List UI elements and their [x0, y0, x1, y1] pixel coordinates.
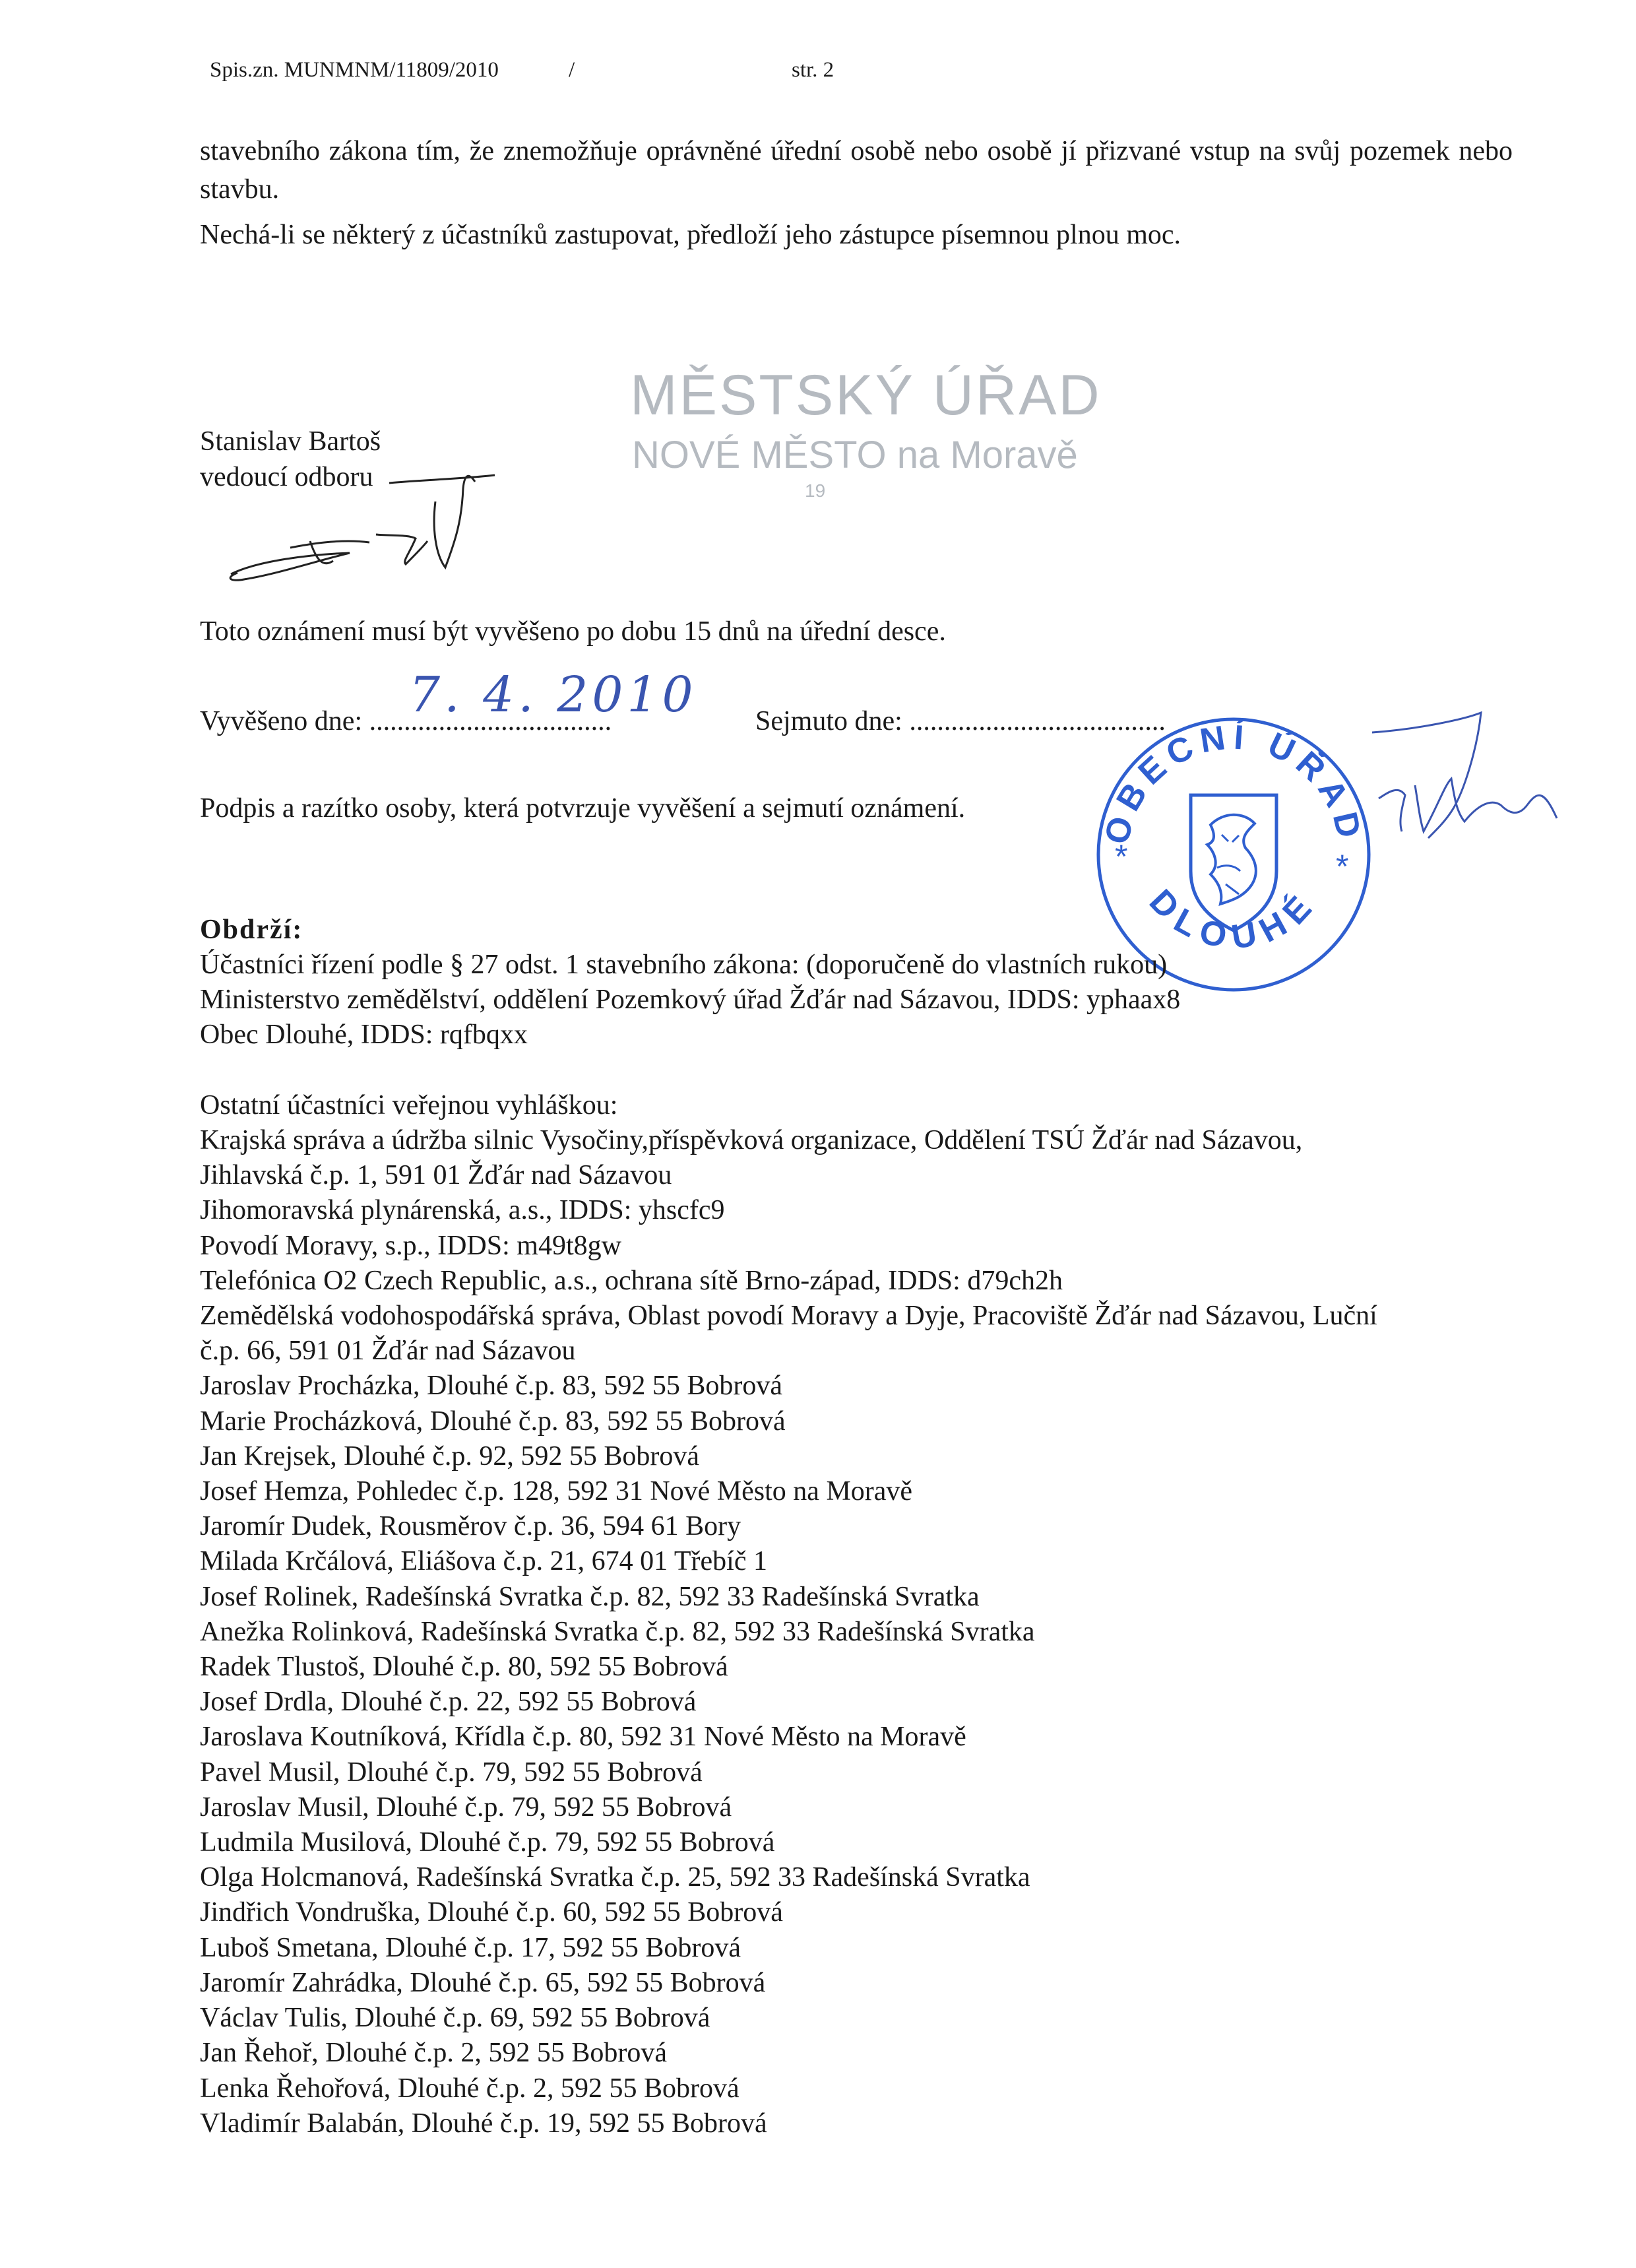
recipient-line: Účastníci řízení podle § 27 odst. 1 stavebního zákona: (doporučeně do vlastních rukou) [200, 950, 1168, 980]
recipient-line: Pavel Musil, Dlouhé č.p. 79, 592 55 Bobrová [200, 1757, 703, 1788]
posted-date-handwritten: 7. 4. 2010 [409, 666, 697, 723]
signatory-name: Stanislav Bartoš [200, 426, 381, 457]
recipient-line: Jindřich Vondruška, Dlouhé č.p. 60, 592 55 Bobrová [200, 1897, 783, 1928]
recipient-line: Jan Krejsek, Dlouhé č.p. 92, 592 55 Bobrová [200, 1441, 700, 1472]
recipient-line: Milada Krčálová, Eliášova č.p. 21, 674 01 Třebíč 1 [200, 1546, 767, 1577]
recipient-line: Ministerstvo zemědělství, oddělení Pozemkový úřad Žďár nad Sázavou, IDDS: yphaax8 [200, 985, 1181, 1016]
posting-signature-icon [1359, 706, 1583, 864]
recipients-list [200, 948, 1552, 2141]
recipient-line: Jaromír Dudek, Rousměrov č.p. 36, 594 61 Bory [200, 1511, 741, 1542]
recipient-line: Jaroslav Procházka, Dlouhé č.p. 83, 592 55 Bobrová [200, 1371, 782, 1402]
removed-label: Sejmuto dne: ..................................... [755, 706, 1166, 736]
recipient-line: Luboš Smetana, Dlouhé č.p. 17, 592 55 Bobrová [200, 1932, 741, 1963]
header-slash: / [569, 58, 575, 82]
recipient-line: Josef Hemza, Pohledec č.p. 128, 592 31 Nové Město na Moravě [200, 1476, 913, 1507]
recipient-line: Olga Holcmanová, Radešínská Svratka č.p. 25, 592 33 Radešínská Svratka [200, 1862, 1030, 1893]
recipient-line: Vladimír Balabán, Dlouhé č.p. 19, 592 55 Bobrová [200, 2108, 767, 2139]
recipient-line: Jaroslav Musil, Dlouhé č.p. 79, 592 55 Bobrová [200, 1792, 732, 1823]
recipient-line: Marie Procházková, Dlouhé č.p. 83, 592 55 Bobrová [200, 1406, 786, 1437]
recipient-line: Jihomoravská plynárenská, a.s., IDDS: yhscfc9 [200, 1195, 725, 1226]
recipient-line: Ostatní účastníci veřejnou vyhláškou: [200, 1089, 618, 1120]
paragraph-1: stavebního zákona tím, že znemožňuje oprávněné úřední osobě nebo osobě jí přizvané vstup na svůj pozemek nebo stavbu. [200, 136, 1513, 205]
recipient-line: Ludmila Musilová, Dlouhé č.p. 79, 592 55 Bobrová [200, 1827, 775, 1858]
posting-signature-note: Podpis a razítko osoby, která potvrzuje vyvěšení a sejmutí oznámení. [200, 793, 966, 824]
recipient-line: Anežka Rolinková, Radešínská Svratka č.p. 82, 592 33 Radešínská Svratka [200, 1616, 1035, 1647]
recipient-line: Krajská správa a údržba silnic Vysočiny,příspěvková organizace, Oddělení TSÚ Žďár nad Sázavou, [200, 1125, 1303, 1156]
signatory-title: vedoucí odboru [200, 462, 373, 492]
recipient-line: Obec Dlouhé, IDDS: rqfbqxx [200, 1020, 528, 1051]
recipient-line: č.p. 66, 591 01 Žďár nad Sázavou [200, 1336, 576, 1367]
round-stamp-star-right: * [1336, 848, 1349, 885]
recipient-line: Radek Tlustoš, Dlouhé č.p. 80, 592 55 Bobrová [200, 1652, 728, 1683]
recipient-line: Josef Drdla, Dlouhé č.p. 22, 592 55 Bobrová [200, 1687, 697, 1718]
recipient-line: Jan Řehoř, Dlouhé č.p. 2, 592 55 Bobrová [200, 2038, 668, 2069]
office-stamp-line1: MĚSTSKÝ ÚŘAD [630, 364, 1102, 427]
recipient-line: Telefónica O2 Czech Republic, a.s., ochrana sítě Brno-západ, IDDS: d79ch2h [200, 1265, 1063, 1296]
recipient-line: Jaroslava Koutníková, Křídla č.p. 80, 592 31 Nové Město na Moravě [200, 1722, 966, 1753]
recipient-line: Jihlavská č.p. 1, 591 01 Žďár nad Sázavou [200, 1160, 672, 1191]
recipients-heading: Obdrží: [200, 915, 303, 945]
recipient-line: Jaromír Zahrádka, Dlouhé č.p. 65, 592 55 Bobrová [200, 1967, 766, 1998]
file-reference: Spis.zn. MUNMNM/11809/2010 [210, 58, 499, 82]
round-stamp-star-left: * [1115, 838, 1128, 875]
posted-label: Vyvěšeno dne: ................................... [200, 706, 612, 736]
recipient-line: Lenka Řehořová, Dlouhé č.p. 2, 592 55 Bobrová [200, 2073, 739, 2104]
round-stamp-top-text: OBECNÍ ÚŘAD [1097, 717, 1370, 848]
recipient-line: Václav Tulis, Dlouhé č.p. 69, 592 55 Bobrová [200, 2003, 710, 2034]
svg-text:OBECNÍ ÚŘAD [1098, 718, 1369, 848]
recipient-line [200, 1053, 1552, 1088]
page-number: str. 2 [792, 58, 834, 82]
signature-icon [218, 462, 614, 594]
recipient-line: Povodí Moravy, s.p., IDDS: m49t8gw [200, 1230, 621, 1261]
svg-text:DLOUHÉ [1142, 882, 1325, 957]
paragraph-2: Nechá-li se některý z účastníků zastupovat, předloží jeho zástupce písemnou plnou moc. [200, 220, 1181, 250]
office-stamp-line2: NOVÉ MĚSTO na Moravě [632, 434, 1078, 476]
office-stamp-number: 19 [805, 480, 826, 501]
round-stamp-bottom-text: DLOUHÉ [1141, 882, 1325, 957]
posting-notice: Toto oznámení musí být vyvěšeno po dobu 15 dnů na úřední desce. [200, 616, 946, 647]
recipient-line: Zemědělská vodohospodářská správa, Oblast povodí Moravy a Dyje, Pracoviště Žďár nad Sázavou, Luční [200, 1301, 1377, 1332]
recipient-line: Josef Rolinek, Radešínská Svratka č.p. 82, 592 33 Radešínská Svratka [200, 1581, 980, 1612]
